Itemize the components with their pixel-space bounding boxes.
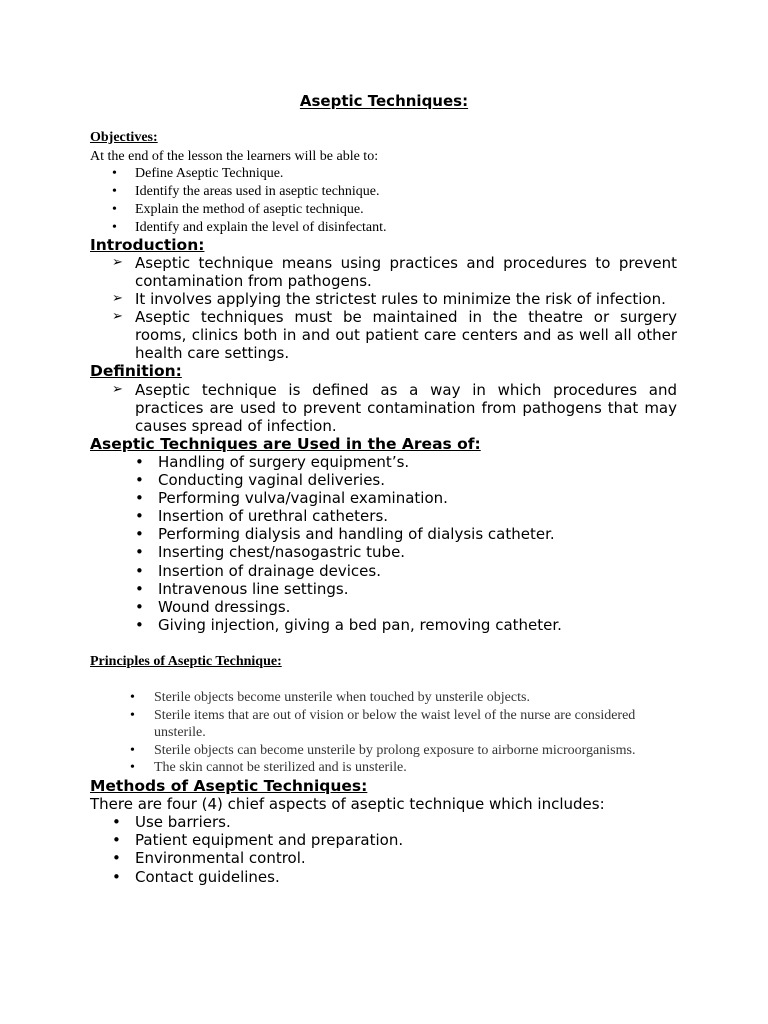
bullet-icon: • <box>112 184 117 199</box>
introduction-heading: Introduction: <box>90 236 205 254</box>
objectives-heading: Objectives: <box>90 130 158 145</box>
list-item: • Explain the method of aseptic technique. <box>112 202 364 217</box>
definition-list <box>90 381 677 435</box>
list-item: • Sterile objects can become unsterile by prolong exposure to airborne microorganisms. <box>130 742 636 758</box>
bullet-icon: • <box>112 867 121 886</box>
bullet-icon: • <box>112 220 117 235</box>
bullet-icon: • <box>135 543 144 562</box>
bullet-icon: • <box>112 849 121 868</box>
arrow-bullet-icon: ➢ <box>112 291 123 306</box>
bullet-icon: • <box>135 507 144 526</box>
arrow-bullet-icon: ➢ <box>112 309 123 324</box>
bullet-icon: • <box>130 742 135 758</box>
arrow-bullet-icon: ➢ <box>112 255 123 270</box>
list-item: • Define Aseptic Technique. <box>112 166 284 181</box>
principles-heading: Principles of Aseptic Technique: <box>90 654 282 669</box>
list-item: • Handling of surgery equipment’s. <box>135 453 410 471</box>
methods-intro: There are four (4) chief aspects of aseptic technique which includes: <box>90 795 605 813</box>
methods-heading: Methods of Aseptic Techniques: <box>90 777 368 795</box>
list-item: • Wound dressings. <box>135 597 291 616</box>
list-item: • Contact guidelines. <box>112 867 280 886</box>
definition-heading: Definition: <box>90 362 182 380</box>
principles-list <box>90 689 677 777</box>
list-item: • Identify and explain the level of disinfectant. <box>112 220 387 235</box>
bullet-icon: • <box>135 615 144 634</box>
document-title: Aseptic Techniques: <box>299 92 469 110</box>
bullet-icon: • <box>135 453 144 471</box>
bullet-icon: • <box>112 831 121 850</box>
bullet-icon: • <box>135 471 144 490</box>
bullet-icon: • <box>130 690 135 705</box>
methods-list <box>90 813 677 886</box>
list-item: • Performing vulva/vaginal examination. <box>135 489 448 508</box>
list-item: • Insertion of urethral catheters. <box>135 507 389 526</box>
list-item: • Inserting chest/nasogastric tube. <box>135 543 406 562</box>
objectives-list <box>90 165 677 237</box>
list-item: • Sterile items that are out of vision or below the waist level of the nurse are considered unsterile. <box>130 707 636 740</box>
areas-heading: Aseptic Techniques are Used in the Areas of: <box>90 435 481 453</box>
list-item: ➢ Aseptic technique means using practices and procedures to prevent contamination from pathogens. <box>112 254 677 290</box>
list-item: • Use barriers. <box>112 813 231 831</box>
bullet-icon: • <box>130 707 135 723</box>
bullet-icon: • <box>112 166 117 181</box>
list-item: ➢ Aseptic techniques must be maintained in the theatre or surgery rooms, clinics both in and out patient care centers and as well all other health care settings. <box>112 308 677 362</box>
bullet-icon: • <box>135 597 144 616</box>
list-item: • Insertion of drainage devices. <box>135 561 381 580</box>
list-item: • Identify the areas used in aseptic technique. <box>112 184 380 199</box>
bullet-icon: • <box>135 525 144 544</box>
list-item: ➢ Aseptic technique is defined as a way in which procedures and practices are used to prevent contamination from pathogens that may causes spread of infection. <box>112 381 677 435</box>
list-item: • Intravenous line settings. <box>135 579 349 598</box>
list-item: ➢ It involves applying the strictest rules to minimize the risk of infection. <box>112 290 666 308</box>
bullet-icon: • <box>112 202 117 217</box>
list-item: • Performing dialysis and handling of dialysis catheter. <box>135 525 555 544</box>
introduction-list <box>90 254 677 362</box>
list-item: • Giving injection, giving a bed pan, removing catheter. <box>135 615 562 634</box>
list-item: • Environmental control. <box>112 849 306 868</box>
bullet-icon: • <box>112 813 121 831</box>
arrow-bullet-icon: ➢ <box>112 382 123 397</box>
areas-list <box>90 453 677 634</box>
list-item: • Patient equipment and preparation. <box>112 831 404 850</box>
bullet-icon: • <box>135 561 144 580</box>
objectives-intro: At the end of the lesson the learners will be able to: <box>90 149 379 164</box>
bullet-icon: • <box>130 760 135 775</box>
bullet-icon: • <box>135 489 144 508</box>
bullet-icon: • <box>135 579 144 598</box>
list-item: • The skin cannot be sterilized and is unsterile. <box>130 760 407 775</box>
list-item: • Sterile objects become unsterile when touched by unsterile objects. <box>130 690 530 705</box>
list-item: • Conducting vaginal deliveries. <box>135 471 386 490</box>
